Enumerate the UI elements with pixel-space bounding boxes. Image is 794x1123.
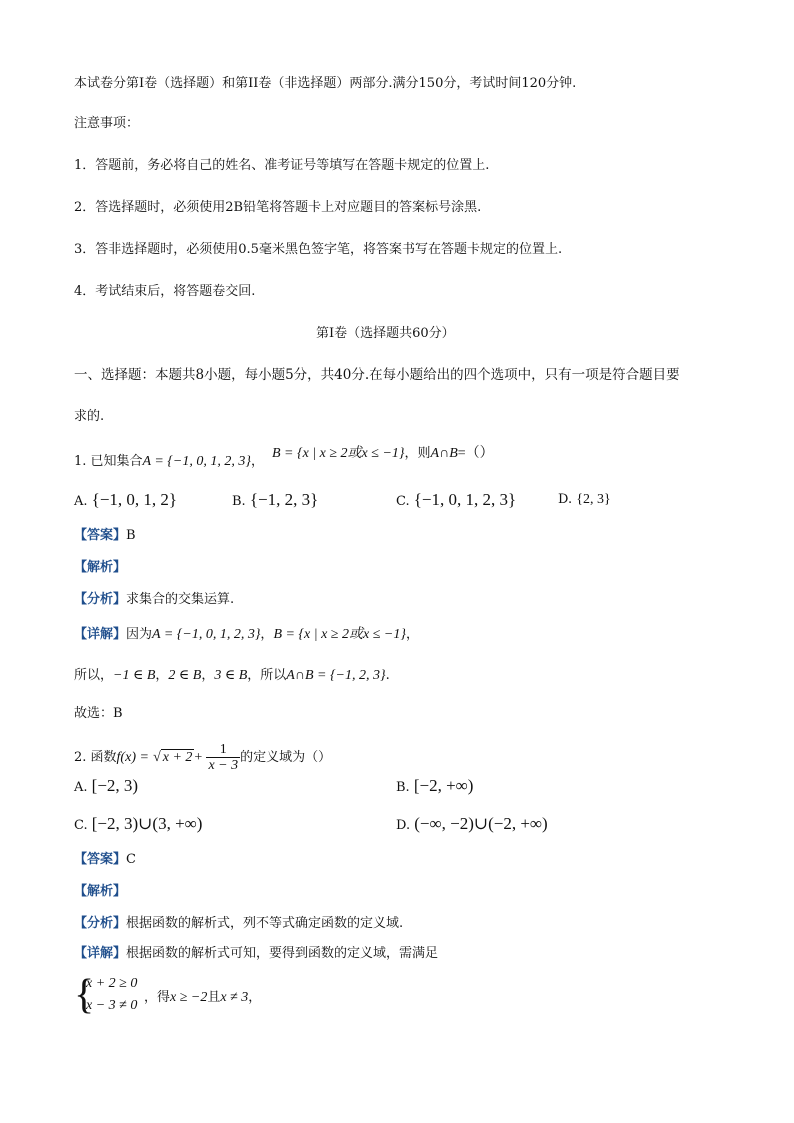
fraction-denominator: x − 3 xyxy=(208,758,239,773)
answer-line xyxy=(74,528,136,544)
detail-line xyxy=(74,946,438,962)
sys-text: ，得 xyxy=(144,990,171,1005)
sys-end: ， xyxy=(248,990,262,1005)
option-label: B. xyxy=(396,780,410,795)
fenxi-line xyxy=(74,592,234,608)
system-result xyxy=(144,990,261,1006)
so-m3: 3 ∈ B xyxy=(214,668,248,683)
question-1 xyxy=(74,454,264,470)
question-tail: 的定义域为（） xyxy=(240,750,332,765)
option-c xyxy=(74,816,202,834)
analysis-label: 【解析】 xyxy=(74,884,127,899)
fraction-term xyxy=(206,742,240,773)
fraction-numerator: 1 xyxy=(206,742,240,758)
set-a: A = {−1, 0, 1, 2, 3} xyxy=(142,454,251,469)
option-value: {−1, 0, 1, 2} xyxy=(91,490,178,509)
option-a xyxy=(74,492,177,510)
answer-tag: 【答案】 xyxy=(74,528,127,543)
so-pre: 所以， xyxy=(74,668,114,683)
punct: ， xyxy=(201,668,215,683)
detail-tag: 【详解】 xyxy=(74,627,127,642)
punct: ， xyxy=(250,454,264,469)
option-value: [−2, +∞) xyxy=(413,776,474,795)
answer-value: B xyxy=(126,528,136,543)
intro-text: 本试卷分第Ⅰ卷（选择题）和第II卷（非选择题）两部分.满分150分，考试时间120分钟. xyxy=(74,76,577,91)
notice-item: 1．答题前，务必将自己的姓名、准考证号等填写在答题卡规定的位置上. xyxy=(74,158,490,173)
option-value: {2, 3} xyxy=(576,492,611,507)
sys-and: 且 xyxy=(207,990,221,1005)
question-2 xyxy=(74,742,331,773)
ask-expr: A∩B xyxy=(430,446,458,461)
fenxi-text: 求集合的交集运算. xyxy=(126,592,235,607)
option-label: C. xyxy=(74,818,88,833)
detail-set-a: A = {−1, 0, 1, 2, 3} xyxy=(152,627,261,642)
set-b xyxy=(272,446,494,462)
ask-post: =（） xyxy=(457,446,494,461)
fenxi-text: 根据函数的解析式，列不等式确定函数的定义域. xyxy=(126,916,404,931)
option-label: D. xyxy=(558,492,573,507)
option-value: [−2, 3) xyxy=(91,776,139,795)
analysis-tag xyxy=(74,884,126,900)
option-label: A. xyxy=(74,780,88,795)
detail-set-b: B = {x | x ≥ 2或x ≤ −1} xyxy=(273,627,406,642)
option-value: (−∞, −2)∪(−2, +∞) xyxy=(414,814,548,833)
notice-item: 3．答非选择题时，必须使用0.5毫米黑色签字笔，将答案书写在答题卡规定的位置上. xyxy=(74,242,563,257)
part-instructions-cont: 求的. xyxy=(74,409,105,424)
option-b xyxy=(232,492,318,510)
notice-title: 注意事项： xyxy=(74,116,140,131)
answer-line xyxy=(74,852,136,868)
so-mid: ，所以 xyxy=(247,668,287,683)
option-label: D. xyxy=(396,818,411,833)
ask-pre: ，则 xyxy=(404,446,431,461)
fenxi-line xyxy=(74,916,403,932)
option-label: B. xyxy=(232,494,246,509)
so-result: A∩B = {−1, 2, 3} xyxy=(286,668,386,683)
so-end: . xyxy=(385,668,390,683)
option-value: {−1, 0, 1, 2, 3} xyxy=(413,490,517,509)
section-title: 第Ⅰ卷（选择题共60分） xyxy=(316,326,455,341)
so-line xyxy=(74,668,390,684)
option-b xyxy=(396,778,473,796)
choose-line: 故选：B xyxy=(74,706,123,721)
notice-item: 2．答选择题时，必须使用2B铅笔将答题卡上对应题目的答案标号涂黑. xyxy=(74,200,482,215)
detail-text: 根据函数的解析式可知，要得到函数的定义域，需满足 xyxy=(126,946,439,961)
analysis-label: 【解析】 xyxy=(74,560,127,575)
punct: ， xyxy=(405,627,419,642)
sys-res-1: x ≥ −2 xyxy=(170,990,208,1005)
option-c xyxy=(396,492,516,510)
option-label: C. xyxy=(396,494,410,509)
so-m2: 2 ∈ B xyxy=(168,668,202,683)
question-number: 2. 函数 xyxy=(74,750,117,765)
left-brace: { xyxy=(74,972,95,1018)
plus: + xyxy=(194,750,203,765)
fenxi-tag: 【分析】 xyxy=(74,916,127,931)
function-name: f(x) = xyxy=(116,750,149,765)
option-value: [−2, 3)∪(3, +∞) xyxy=(91,814,203,833)
sys-res-2: x ≠ 3 xyxy=(220,990,249,1005)
answer-value: C xyxy=(126,852,136,867)
answer-tag: 【答案】 xyxy=(74,852,127,867)
option-d xyxy=(396,816,548,834)
question-number: 1. 已知集合 xyxy=(74,454,143,469)
option-d xyxy=(558,492,611,508)
system-eq-2: x − 3 ≠ 0 xyxy=(86,998,138,1013)
sqrt-radicand: x + 2 xyxy=(162,750,193,765)
punct: ， xyxy=(260,627,274,642)
part-instructions: 一、选择题：本题共8小题，每小题5分，共40分.在每小题给出的四个选项中，只有一项是符合题目要 xyxy=(74,367,680,383)
detail-tag: 【详解】 xyxy=(74,946,127,961)
option-a xyxy=(74,778,138,796)
so-m1: −1 ∈ B xyxy=(113,668,156,683)
punct: ， xyxy=(155,668,169,683)
option-value: {−1, 2, 3} xyxy=(249,490,319,509)
detail-line xyxy=(74,627,419,643)
fenxi-tag: 【分析】 xyxy=(74,592,127,607)
sqrt-term: √ x + 2 xyxy=(153,750,193,765)
set-b-expr: B = {x | x ≥ 2或x ≤ −1} xyxy=(272,446,405,461)
detail-pre: 因为 xyxy=(126,627,153,642)
system-eq-1: x + 2 ≥ 0 xyxy=(86,976,138,991)
notice-item: 4．考试结束后，将答题卷交回. xyxy=(74,284,256,299)
option-label: A. xyxy=(74,494,88,509)
analysis-tag xyxy=(74,560,126,576)
